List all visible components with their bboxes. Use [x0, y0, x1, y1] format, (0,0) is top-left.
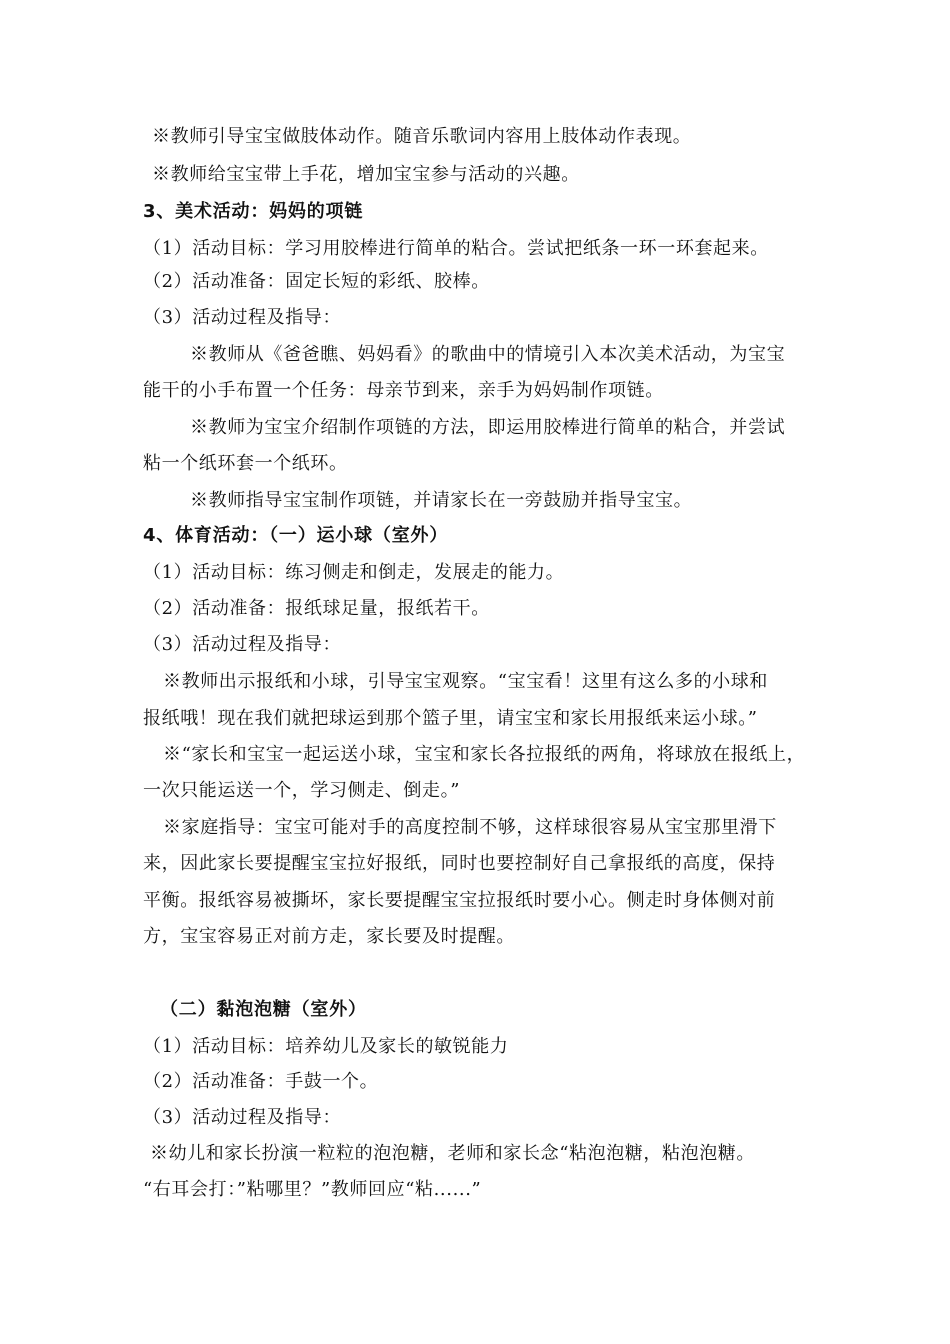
section3-goal: （1）活动目标：学习用胶棒进行简单的粘合。尝试把纸条一环一环套起来。: [143, 238, 769, 259]
section4-paragraph: ※家庭指导：宝宝可能对手的高度控制不够，这样球很容易从宝宝那里滑下: [163, 817, 777, 838]
section4-prep: （2）活动准备：报纸球足量，报纸若干。: [143, 598, 490, 619]
section4-paragraph: ※教师出示报纸和小球，引导宝宝观察。“宝宝看！这里有这么多的小球和: [163, 671, 768, 692]
music-note-limb-actions: ※教师引导宝宝做肢体动作。随音乐歌词内容用上肢体动作表现。: [152, 126, 692, 147]
section4b-prep: （2）活动准备：手鼓一个。: [143, 1071, 379, 1092]
section4b-heading: （二）黏泡泡糖（室外）: [160, 999, 367, 1020]
section4-paragraph: 报纸哦！现在我们就把球运到那个篮子里，请宝宝和家长用报纸来运小球。”: [143, 708, 758, 729]
section4-paragraph: ※“家长和宝宝一起运送小球，宝宝和家长各拉报纸的两角，将球放在报纸上，: [163, 744, 806, 765]
section4b-goal: （1）活动目标：培养幼儿及家长的敏锐能力: [143, 1036, 509, 1057]
section4b-process: （3）活动过程及指导：: [143, 1107, 342, 1128]
section3-heading: 3、美术活动：妈妈的项链: [143, 201, 364, 222]
section4-goal: （1）活动目标：练习侧走和倒走，发展走的能力。: [143, 562, 565, 583]
section4-heading: 4、体育活动：（一）运小球（室外）: [143, 525, 449, 546]
section3-process: （3）活动过程及指导：: [143, 307, 342, 328]
section3-paragraph: 能干的小手布置一个任务：母亲节到来，亲手为妈妈制作项链。: [143, 380, 664, 401]
section4-paragraph: 方，宝宝容易正对前方走，家长要及时提醒。: [143, 926, 515, 947]
section3-paragraph: ※教师为宝宝介绍制作项链的方法，即运用胶棒进行简单的粘合，并尝试: [190, 417, 786, 438]
section4b-paragraph: ※幼儿和家长扮演一粒粒的泡泡糖，老师和家长念“粘泡泡糖，粘泡泡糖。: [150, 1143, 755, 1164]
section4-paragraph: 平衡。报纸容易被撕坏，家长要提醒宝宝拉报纸时要小心。侧走时身体侧对前: [143, 890, 776, 911]
section4-paragraph: 一次只能运送一个，学习侧走、倒走。”: [143, 780, 461, 801]
section3-paragraph: ※教师指导宝宝制作项链，并请家长在一旁鼓励并指导宝宝。: [190, 490, 693, 511]
section4-paragraph: 来，因此家长要提醒宝宝拉好报纸，同时也要控制好自己拿报纸的高度，保持: [143, 853, 776, 874]
section4b-paragraph: “右耳会打：”粘哪里？”教师回应“粘......”: [143, 1179, 482, 1200]
section4-process: （3）活动过程及指导：: [143, 634, 342, 655]
section3-paragraph: ※教师从《爸爸瞧、妈妈看》的歌曲中的情境引入本次美术活动，为宝宝: [190, 344, 786, 365]
section3-prep: （2）活动准备：固定长短的彩纸、胶棒。: [143, 271, 490, 292]
music-note-hand-flowers: ※教师给宝宝带上手花，增加宝宝参与活动的兴趣。: [152, 164, 580, 185]
section3-paragraph: 粘一个纸环套一个纸环。: [143, 453, 348, 474]
